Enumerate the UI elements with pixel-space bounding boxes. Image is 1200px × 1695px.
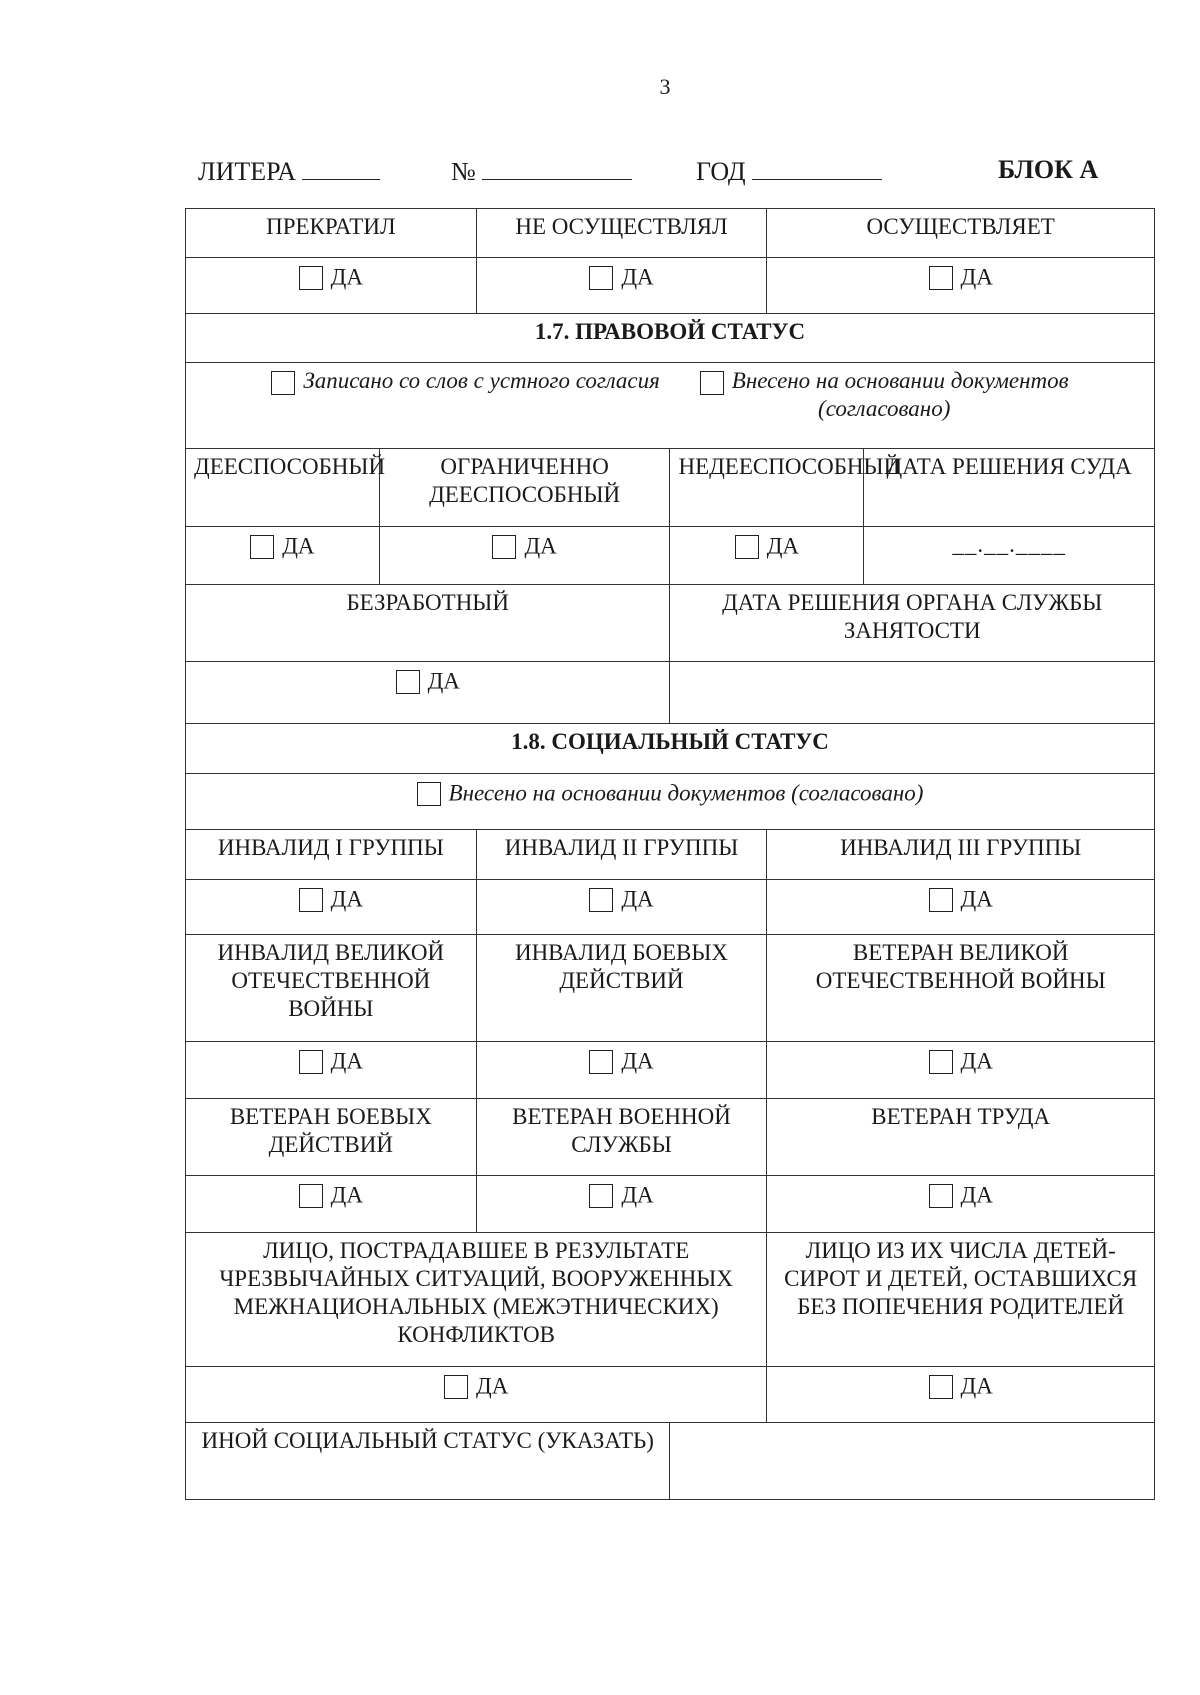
other-status-field[interactable] <box>670 1423 1155 1500</box>
performing-checkbox[interactable] <box>929 266 953 290</box>
yes-label: ДА <box>621 886 654 912</box>
yes-label: ДА <box>427 668 460 694</box>
form-header <box>198 155 1108 195</box>
block-label: БЛОК А <box>998 155 1099 184</box>
documents-option <box>700 367 1069 423</box>
court-date-header: ДАТА РЕШЕНИЯ СУДА <box>864 449 1155 527</box>
not-performed-yes <box>476 258 767 314</box>
orphan-checkbox[interactable] <box>929 1375 953 1399</box>
emergency-victim-checkbox[interactable] <box>444 1375 468 1399</box>
legal-status-consent-row <box>186 363 1155 449</box>
unemployed-yes <box>186 662 670 724</box>
veteran-ww2-checkbox[interactable] <box>929 1050 953 1074</box>
unemployed-checkbox[interactable] <box>396 670 420 694</box>
yes-label: ДА <box>476 1373 509 1399</box>
disabled-2-checkbox[interactable] <box>589 888 613 912</box>
veteran-ww2-yes <box>767 1042 1155 1099</box>
disabled-combat-checkbox[interactable] <box>589 1050 613 1074</box>
litera-field[interactable] <box>198 155 380 187</box>
veteran-combat-header: ВЕТЕРАН БОЕВЫХ ДЕЙСТВИЙ <box>186 1099 477 1176</box>
capable-header: ДЕЕСПОСОБНЫЙ <box>186 449 380 527</box>
social-documents-label: Внесено на основании документов (согласовано) <box>448 780 924 806</box>
employment-date-header: ДАТА РЕШЕНИЯ ОРГАНА СЛУЖБЫ ЗАНЯТОСТИ <box>670 585 1155 662</box>
yes-label: ДА <box>330 1048 363 1074</box>
veteran-combat-checkbox[interactable] <box>299 1184 323 1208</box>
orphan-header: ЛИЦО ИЗ ИХ ЧИСЛА ДЕТЕЙ-СИРОТ И ДЕТЕЙ, ОСТАВШИХСЯ БЕЗ ПОПЕЧЕНИЯ РОДИТЕЛЕЙ <box>767 1233 1155 1367</box>
yes-label: ДА <box>766 533 799 559</box>
employment-date-field[interactable] <box>670 662 1155 724</box>
documents-label-line1: Внесено на основании документов <box>731 368 1069 393</box>
disabled-3-checkbox[interactable] <box>929 888 953 912</box>
yes-label: ДА <box>960 1373 993 1399</box>
year-blank[interactable] <box>752 155 882 180</box>
yes-label: ДА <box>282 533 315 559</box>
emergency-victim-header: ЛИЦО, ПОСТРАДАВШЕЕ В РЕЗУЛЬТАТЕ ЧРЕЗВЫЧАЙНЫХ СИТУАЦИЙ, ВООРУЖЕННЫХ МЕЖНАЦИОНАЛЬНЫХ (МЕЖЭТНИЧЕСКИХ) КОНФЛИКТОВ <box>186 1233 767 1367</box>
number-blank[interactable] <box>482 155 632 180</box>
limited-capable-header: ОГРАНИЧЕННО ДЕЕСПОСОБНЫЙ <box>379 449 670 527</box>
year-field[interactable] <box>696 155 882 187</box>
incapable-checkbox[interactable] <box>735 535 759 559</box>
yes-label: ДА <box>524 533 557 559</box>
limited-capable-yes <box>379 527 670 585</box>
documents-checkbox[interactable] <box>700 371 724 395</box>
veteran-labor-checkbox[interactable] <box>929 1184 953 1208</box>
not-performed-header: НЕ ОСУЩЕСТВЛЯЛ <box>476 209 767 258</box>
number-label: № <box>451 157 476 186</box>
yes-label: ДА <box>330 264 363 290</box>
yes-label: ДА <box>621 1048 654 1074</box>
disabled-3-header: ИНВАЛИД III ГРУППЫ <box>767 830 1155 880</box>
limited-capable-checkbox[interactable] <box>492 535 516 559</box>
yes-label: ДА <box>960 886 993 912</box>
veteran-labor-yes <box>767 1176 1155 1233</box>
veteran-military-checkbox[interactable] <box>589 1184 613 1208</box>
disabled-2-yes <box>476 880 767 935</box>
litera-label: ЛИТЕРА <box>198 157 297 186</box>
verbal-consent-checkbox[interactable] <box>271 371 295 395</box>
disabled-ww2-header: ИНВАЛИД ВЕЛИКОЙ ОТЕЧЕСТВЕННОЙ ВОЙНЫ <box>186 935 477 1042</box>
incapable-header: НЕДЕЕСПОСОБНЫЙ <box>670 449 864 527</box>
status-form-table <box>185 208 1155 1500</box>
disabled-ww2-checkbox[interactable] <box>299 1050 323 1074</box>
page-number: 3 <box>659 74 671 99</box>
yes-label: ДА <box>960 264 993 290</box>
stopped-yes <box>186 258 477 314</box>
performing-yes <box>767 258 1155 314</box>
yes-label: ДА <box>621 264 654 290</box>
yes-label: ДА <box>330 886 363 912</box>
yes-label: ДА <box>960 1048 993 1074</box>
number-field[interactable] <box>451 155 632 187</box>
disabled-1-yes <box>186 880 477 935</box>
stopped-header: ПРЕКРАТИЛ <box>186 209 477 258</box>
disabled-1-header: ИНВАЛИД I ГРУППЫ <box>186 830 477 880</box>
documents-label-line2: (согласовано) <box>818 396 951 421</box>
capable-yes <box>186 527 380 585</box>
performing-header: ОСУЩЕСТВЛЯЕТ <box>767 209 1155 258</box>
year-label: ГОД <box>696 157 746 186</box>
court-date-field[interactable]: __.__.____ <box>864 527 1155 585</box>
stopped-checkbox[interactable] <box>299 266 323 290</box>
incapable-yes <box>670 527 864 585</box>
social-status-title: 1.8. СОЦИАЛЬНЫЙ СТАТУС <box>186 724 1155 774</box>
other-status-header: ИНОЙ СОЦИАЛЬНЫЙ СТАТУС (УКАЗАТЬ) <box>186 1423 670 1500</box>
yes-label: ДА <box>330 1182 363 1208</box>
litera-blank[interactable] <box>302 155 380 180</box>
veteran-military-yes <box>476 1176 767 1233</box>
disabled-3-yes <box>767 880 1155 935</box>
disabled-ww2-yes <box>186 1042 477 1099</box>
veteran-combat-yes <box>186 1176 477 1233</box>
capable-checkbox[interactable] <box>250 535 274 559</box>
yes-label: ДА <box>621 1182 654 1208</box>
legal-status-title: 1.7. ПРАВОВОЙ СТАТУС <box>186 314 1155 363</box>
disabled-2-header: ИНВАЛИД II ГРУППЫ <box>476 830 767 880</box>
disabled-combat-yes <box>476 1042 767 1099</box>
verbal-consent-label: Записано со слов с устного согласия <box>303 368 660 393</box>
not-performed-checkbox[interactable] <box>589 266 613 290</box>
social-documents-checkbox[interactable] <box>417 782 441 806</box>
veteran-military-header: ВЕТЕРАН ВОЕННОЙ СЛУЖБЫ <box>476 1099 767 1176</box>
disabled-combat-header: ИНВАЛИД БОЕВЫХ ДЕЙСТВИЙ <box>476 935 767 1042</box>
yes-label: ДА <box>960 1182 993 1208</box>
veteran-ww2-header: ВЕТЕРАН ВЕЛИКОЙ ОТЕЧЕСТВЕННОЙ ВОЙНЫ <box>767 935 1155 1042</box>
emergency-victim-yes <box>186 1367 767 1423</box>
social-documents-row <box>186 774 1155 830</box>
disabled-1-checkbox[interactable] <box>299 888 323 912</box>
orphan-yes <box>767 1367 1155 1423</box>
unemployed-header: БЕЗРАБОТНЫЙ <box>186 585 670 662</box>
verbal-consent-option <box>271 367 659 395</box>
veteran-labor-header: ВЕТЕРАН ТРУДА <box>767 1099 1155 1176</box>
